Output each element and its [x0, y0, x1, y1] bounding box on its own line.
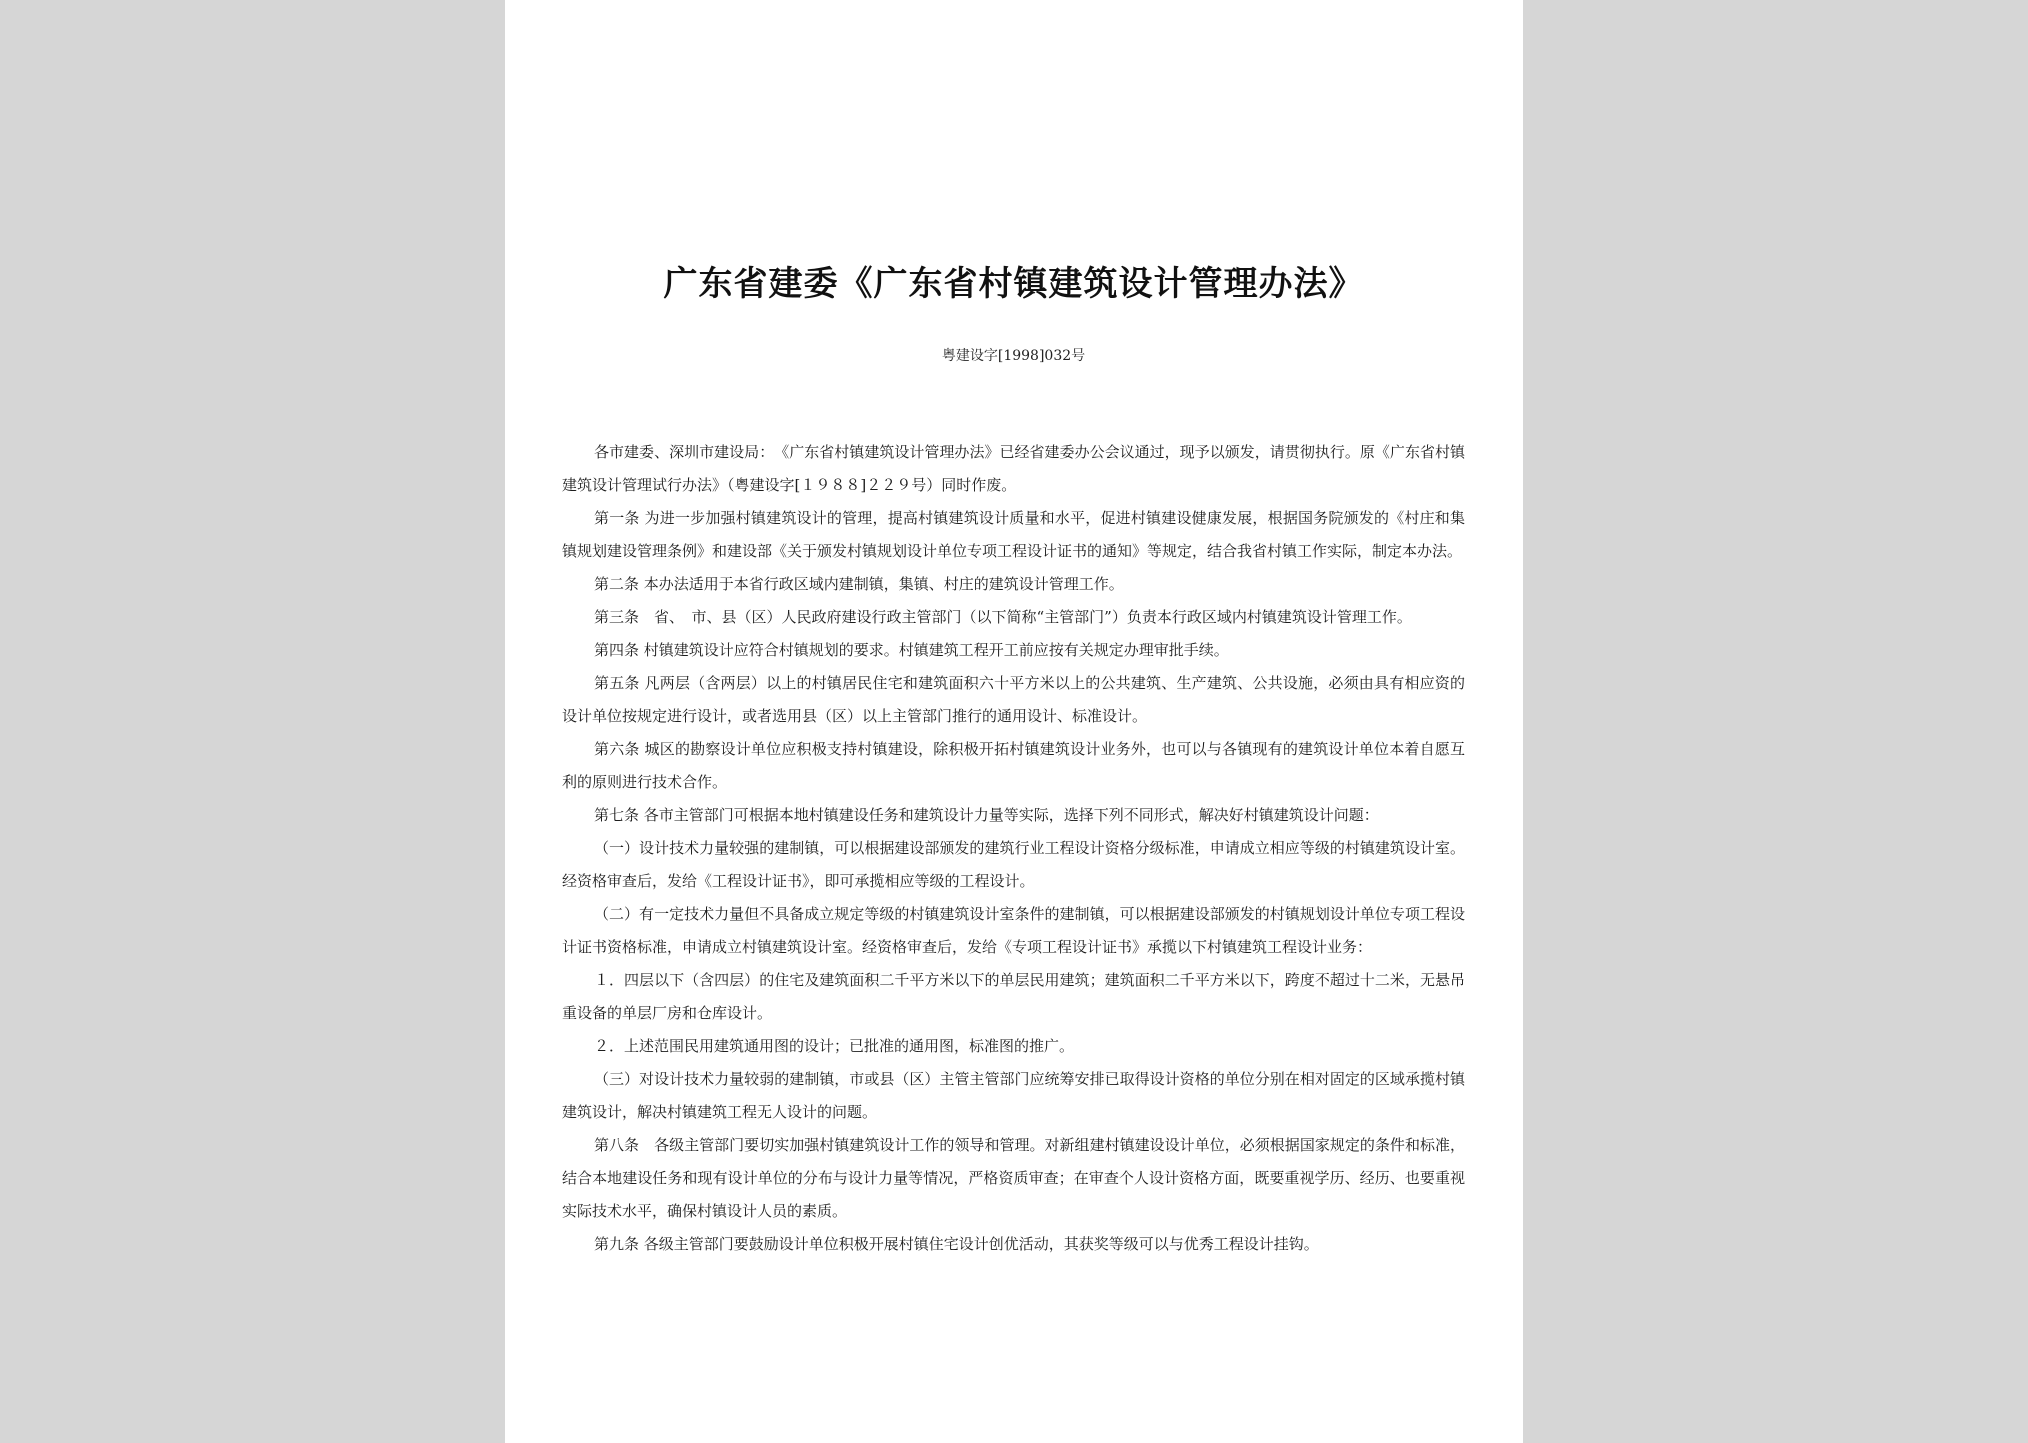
document-title: 广东省建委《广东省村镇建筑设计管理办法》 — [663, 264, 1364, 304]
paragraph-article-7-item-2-sub-2: ２．上述范围民用建筑通用图的设计；已批准的通用图，标准图的推广。 — [594, 1037, 1075, 1055]
paragraph-article-7-item-3: （三）对设计技术力量较弱的建制镇，市或县（区）主管主管部门应统筹安排已取得设计资格的单位分别在相对固定的区域承揽村镇建筑设计，解决村镇建筑工程无人设计的问题。 — [562, 1070, 1465, 1121]
paragraph-article-4: 第四条 村镇建筑设计应符合村镇规划的要求。村镇建筑工程开工前应按有关规定办理审批手续。 — [594, 641, 1229, 659]
document-page — [505, 0, 1523, 1443]
paragraph-article-8: 第八条 各级主管部门要切实加强村镇建筑设计工作的领导和管理。对新组建村镇建设设计单位，必须根据国家规定的条件和标准，结合本地建设任务和现有设计单位的分布与设计力量等情况，严格资质审查；在审查个人设计资格方面，既要重视学历、经历、也要重视实际技术水平，确保村镇设计人员的素质。 — [562, 1136, 1465, 1220]
paragraph-article-5: 第五条 凡两层（含两层）以上的村镇居民住宅和建筑面积六十平方米以上的公共建筑、生产建筑、公共设施，必须由具有相应资的设计单位按规定进行设计，或者选用县（区）以上主管部门推行的通用设计、标准设计。 — [562, 674, 1465, 725]
paragraph-article-2: 第二条 本办法适用于本省行政区域内建制镇，集镇、村庄的建筑设计管理工作。 — [594, 575, 1124, 593]
paragraph-preamble: 各市建委、深圳市建设局： 《广东省村镇建筑设计管理办法》已经省建委办公会议通过，现予以颁发，请贯彻执行。原《广东省村镇建筑设计管理试行办法》（粤建设字[１９８８]２２９号）同时作废。 — [562, 443, 1465, 494]
paragraph-article-7-item-2-sub-1: １．四层以下（含四层）的住宅及建筑面积二千平方米以下的单层民用建筑；建筑面积二千平方米以下，跨度不超过十二米，无悬吊重设备的单层厂房和仓库设计。 — [562, 971, 1465, 1022]
paragraph-article-6: 第六条 城区的勘察设计单位应积极支持村镇建设，除积极开拓村镇建筑设计业务外，也可以与各镇现有的建筑设计单位本着自愿互利的原则进行技术合作。 — [562, 740, 1465, 791]
paragraph-article-7: 第七条 各市主管部门可根据本地村镇建设任务和建筑设计力量等实际，选择下列不同形式，解决好村镇建筑设计问题： — [594, 806, 1379, 824]
paragraph-article-9: 第九条 各级主管部门要鼓励设计单位积极开展村镇住宅设计创优活动，其获奖等级可以与优秀工程设计挂钩。 — [594, 1235, 1319, 1253]
paragraph-article-1: 第一条 为进一步加强村镇建筑设计的管理，提高村镇建筑设计质量和水平，促进村镇建设健康发展，根据国务院颁发的《村庄和集镇规划建设管理条例》和建设部《关于颁发村镇规划设计单位专项工程设计证书的通知》等规定，结合我省村镇工作实际，制定本办法。 — [562, 509, 1465, 560]
paragraph-article-3: 第三条 省、 市、县（区）人民政府建设行政主管部门（以下简称“主管部门”）负责本行政区域内村镇建筑设计管理工作。 — [594, 608, 1412, 626]
paragraph-article-7-item-1: （一）设计技术力量较强的建制镇，可以根据建设部颁发的建筑行业工程设计资格分级标准，申请成立相应等级的村镇建筑设计室。经资格审查后，发给《工程设计证书》，即可承揽相应等级的工程设计。 — [562, 839, 1465, 890]
document-number: 粤建设字[1998]032号 — [941, 348, 1086, 364]
paragraph-article-7-item-2: （二）有一定技术力量但不具备成立规定等级的村镇建筑设计室条件的建制镇，可以根据建设部颁发的村镇规划设计单位专项工程设计证书资格标准，申请成立村镇建筑设计室。经资格审查后，发给《专项工程设计证书》承揽以下村镇建筑工程设计业务： — [562, 905, 1465, 956]
document-body — [562, 436, 1465, 1261]
